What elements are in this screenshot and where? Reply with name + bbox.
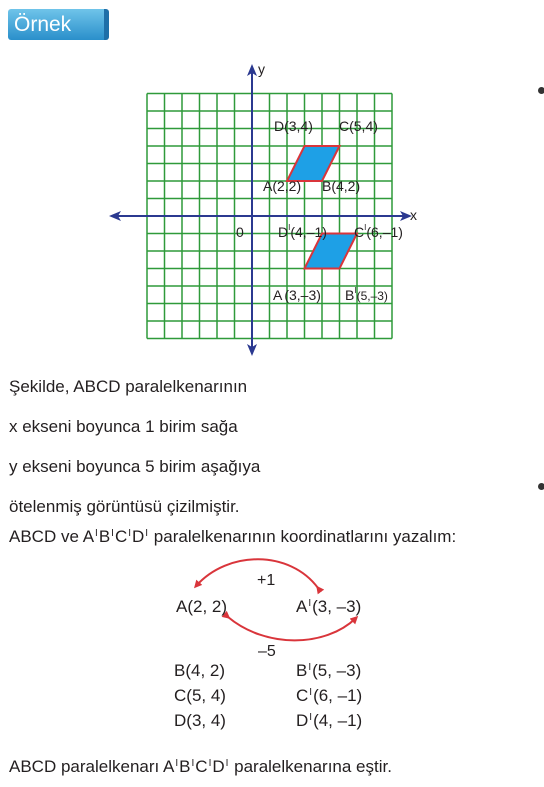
coord-a: A(2, 2): [176, 597, 228, 616]
label-d: D(3,4): [274, 118, 313, 134]
coord-c-prime: $C^I(6$, –1): [296, 686, 363, 705]
coord-b-prime: $B^I(5$, –3): [296, 661, 362, 680]
label-c-prime: $C^I(6,-1)$: [354, 223, 403, 240]
coord-a-prime: $A^I(3$, –3): [296, 597, 362, 616]
text-line-4: ötelenmiş görüntüsü çizilmiştir.: [9, 497, 240, 516]
conclusion-line: ABCD paralelkenarı $A^IB^IC^ID^I$ paralelkenarına eştir.: [9, 757, 392, 776]
label-b: B(4,2): [322, 178, 361, 194]
label-d-prime: $D^I(4,-1)$: [278, 223, 327, 240]
coord-b: B(4, 2): [174, 661, 226, 680]
text-line-1: Şekilde, ABCD paralelkenarının: [9, 377, 248, 396]
x-axis-label: x: [410, 207, 417, 223]
label-b-prime: $B^I(5,-3)$: [345, 286, 388, 303]
text-line-5: ABCD ve $A^IB^IC^ID^I$ paralelkenarının koordinatlarını yazalım:: [9, 527, 457, 546]
label-a-prime: A (3,–3): [273, 287, 321, 303]
label-c: C(5,4): [339, 118, 378, 134]
text-line-3: y ekseni boyunca 5 birim aşağıya: [9, 457, 261, 476]
text-line-2: x ekseni boyunca 1 birim sağa: [9, 417, 238, 436]
coord-d-prime: $D^I(4$, –1): [296, 711, 363, 730]
origin-label: 0: [236, 224, 244, 240]
y-axis-label: y: [258, 61, 265, 77]
shift-x-label: +1: [257, 572, 276, 589]
example-badge-label: Örnek: [14, 13, 72, 36]
label-a: A(2,2): [263, 178, 302, 194]
coord-d: D(3, 4): [174, 711, 226, 730]
arrow-minus-five: [228, 617, 356, 640]
coord-c: C(5, 4): [174, 686, 226, 705]
shift-y-label: –5: [258, 643, 276, 660]
